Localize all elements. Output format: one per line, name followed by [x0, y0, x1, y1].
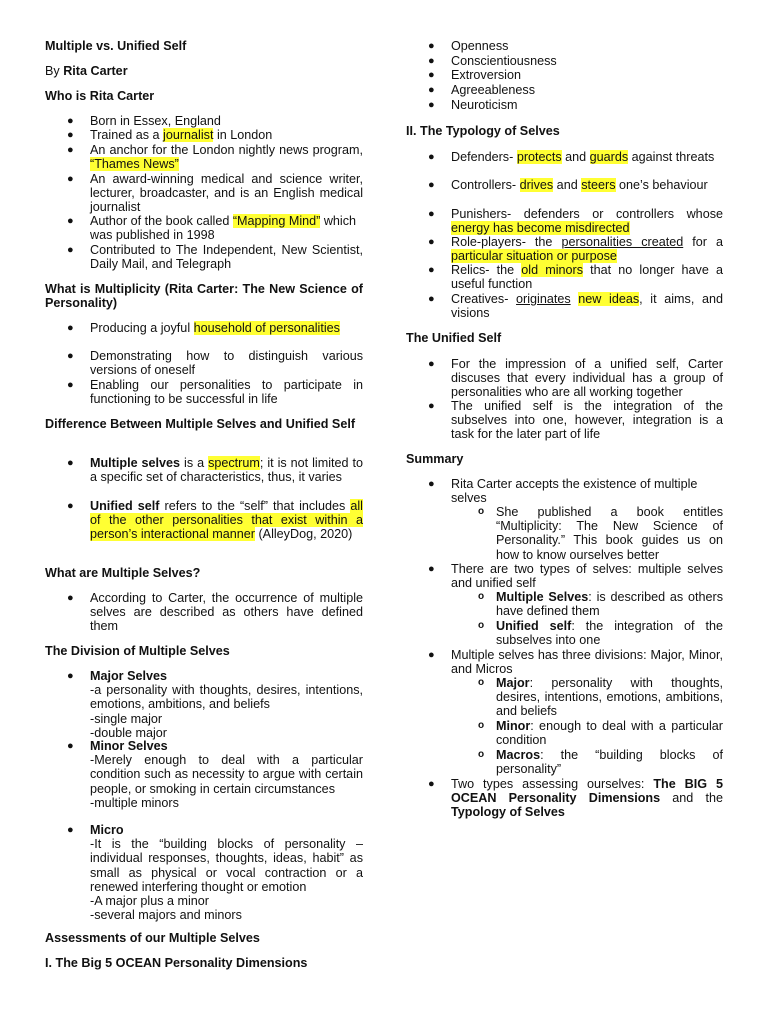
list-item: ● Extroversion	[428, 68, 521, 82]
bullet-icon: ●	[428, 778, 435, 790]
bullet-icon: ●	[428, 264, 435, 276]
bullet-icon: ●	[428, 84, 435, 96]
heading-typology: II. The Typology of Selves	[406, 124, 560, 138]
list-item: ● Multiple selves is a spectrum; it is not limited to a specific set of characteristics, thus, it varies	[67, 456, 363, 485]
list-item: ● Contributed to The Independent, New Scientist, Daily Mail, and Telegraph	[67, 243, 363, 272]
bullet-icon: ●	[428, 208, 435, 220]
list-item: ● Multiple selves has three divisions: Major, Minor, and Micros	[428, 648, 723, 677]
list-item: ● Controllers- drives and steers one’s behaviour	[428, 178, 708, 192]
list-item: ● Creatives- originates new ideas, it aims, and visions	[428, 292, 723, 321]
bullet-icon: ●	[428, 563, 435, 575]
heading-unified: The Unified Self	[406, 331, 502, 345]
heading-division: The Division of Multiple Selves	[45, 644, 230, 658]
bullet-icon: ●	[67, 322, 74, 334]
list-item: ● Demonstrating how to distinguish various versions of oneself	[67, 349, 363, 378]
bullet-icon: ●	[67, 215, 74, 227]
sub-list-item: o Minor: enough to deal with a particular condition	[478, 719, 723, 748]
sub-list-item: o Major: personality with thoughts, desires, intentions, emotions, ambitions, and beliefs	[478, 676, 723, 719]
heading-what-multiple: What are Multiple Selves?	[45, 566, 201, 580]
list-item: ● Author of the book called “Mapping Mind” which was published in 1998	[67, 214, 357, 243]
bullet-icon: ●	[428, 478, 435, 490]
bullet-icon: ●	[67, 115, 74, 127]
bullet-icon: ●	[428, 69, 435, 81]
bullet-icon: ●	[67, 500, 74, 512]
heading-assessments: Assessments of our Multiple Selves	[45, 931, 260, 945]
bullet-icon: ●	[428, 358, 435, 370]
bullet-icon: ●	[67, 144, 74, 156]
sub-list-item: o She published a book entitles “Multiplicity: The New Science of Personality.” This book guides us on how to know ourselves better	[478, 505, 723, 562]
bullet-icon: ●	[428, 400, 435, 412]
document-title: Multiple vs. Unified Self	[45, 39, 187, 53]
heading-multiplicity: What is Multiplicity (Rita Carter: The New Science of Personality)	[45, 282, 363, 311]
bullet-icon: ●	[67, 670, 74, 682]
bullet-icon: ●	[428, 236, 435, 248]
bullet-icon: ●	[67, 173, 74, 185]
list-item: ● Role-players- the personalities created for a particular situation or purpose	[428, 235, 723, 264]
heading-who: Who is Rita Carter	[45, 89, 155, 103]
circle-bullet-icon: o	[478, 677, 485, 688]
circle-bullet-icon: o	[478, 620, 485, 631]
circle-bullet-icon: o	[478, 749, 485, 760]
list-item: ● The unified self is the integration of the subselves into one, however, integration is a task for the later part of life	[428, 399, 723, 442]
bullet-icon: ●	[428, 293, 435, 305]
bullet-icon: ●	[428, 55, 435, 67]
heading-summary: Summary	[406, 452, 464, 466]
bullet-icon: ●	[67, 129, 74, 141]
list-item: ● Trained as a journalist in London	[67, 128, 273, 142]
bullet-icon: ●	[67, 592, 74, 604]
list-item: ● Born in Essex, England	[67, 114, 221, 128]
author-name: Rita Carter	[63, 64, 128, 78]
circle-bullet-icon: o	[478, 591, 485, 602]
list-item: ● Micro -It is the “building blocks of personality – individual responses, thoughts, ideas, habit” as small as physical or vocal contraction or a renewed interfering thought or emotion -A major plus a minor -several majors and minors	[67, 823, 363, 923]
bullet-icon: ●	[428, 151, 435, 163]
list-item: ● Rita Carter accepts the existence of multiple selves	[428, 477, 698, 506]
sub-list-item: o Unified self: the integration of the subselves into one	[478, 619, 723, 648]
list-item: ● For the impression of a unified self, Carter discuses that every individual has a group of personalities who are all working together	[428, 357, 723, 400]
list-item: ● An anchor for the London nightly news program, “Thames News”	[67, 143, 363, 172]
list-item: ● An award-winning medical and science writer, lecturer, broadcaster, and is an English medical journalist	[67, 172, 363, 215]
list-item: ● Enabling our personalities to participate in functioning to be successful in life	[67, 378, 363, 407]
list-item: ● Agreeableness	[428, 83, 536, 97]
bullet-icon: ●	[67, 350, 74, 362]
sub-list-item: o Macros: the “building blocks of personality”	[478, 748, 723, 777]
list-item: ● According to Carter, the occurrence of multiple selves are described as others have defined them	[67, 591, 363, 634]
bullet-icon: ●	[428, 179, 435, 191]
bullet-icon: ●	[67, 740, 74, 752]
bullet-icon: ●	[428, 649, 435, 661]
bullet-icon: ●	[67, 824, 74, 836]
heading-big5: I. The Big 5 OCEAN Personality Dimensions	[45, 956, 308, 970]
byline: By Rita Carter	[45, 64, 128, 78]
list-item: ● Two types assessing ourselves: The BIG 5 OCEAN Personality Dimensions and the Typology of Selves	[428, 777, 723, 820]
list-item: ● Punishers- defenders or controllers whose energy has become misdirected	[428, 207, 723, 236]
bullet-icon: ●	[67, 457, 74, 469]
circle-bullet-icon: o	[478, 720, 485, 731]
bullet-icon: ●	[428, 99, 435, 111]
list-item: ● Conscientiousness	[428, 54, 557, 68]
list-item: ● Neuroticism	[428, 98, 518, 112]
list-item: ● Defenders- protects and guards against threats	[428, 150, 715, 164]
bullet-icon: ●	[428, 40, 435, 52]
bullet-icon: ●	[67, 379, 74, 391]
list-item: ● Unified self refers to the “self” that includes all of the other personalities that exist within a person’s interactional manner (AlleyDog, 2020)	[67, 499, 363, 542]
list-item: ● Producing a joyful household of personalities	[67, 321, 340, 335]
heading-difference: Difference Between Multiple Selves and Unified Self	[45, 417, 356, 431]
circle-bullet-icon: o	[478, 506, 485, 517]
list-item: ● Major Selves -a personality with thoughts, desires, intentions, emotions, ambitions, and beliefs -single major -double major	[67, 669, 363, 740]
sub-list-item: o Multiple Selves: is described as others have defined them	[478, 590, 723, 619]
list-item: ● Openness	[428, 39, 509, 53]
list-item: ● Relics- the old minors that no longer have a useful function	[428, 263, 723, 292]
list-item: ● Minor Selves -Merely enough to deal with a particular condition such as necessity to argue with certain people, or smoking in certain circumstances -multiple minors	[67, 739, 363, 810]
list-item: ● There are two types of selves: multiple selves and unified self	[428, 562, 723, 591]
bullet-icon: ●	[67, 244, 74, 256]
